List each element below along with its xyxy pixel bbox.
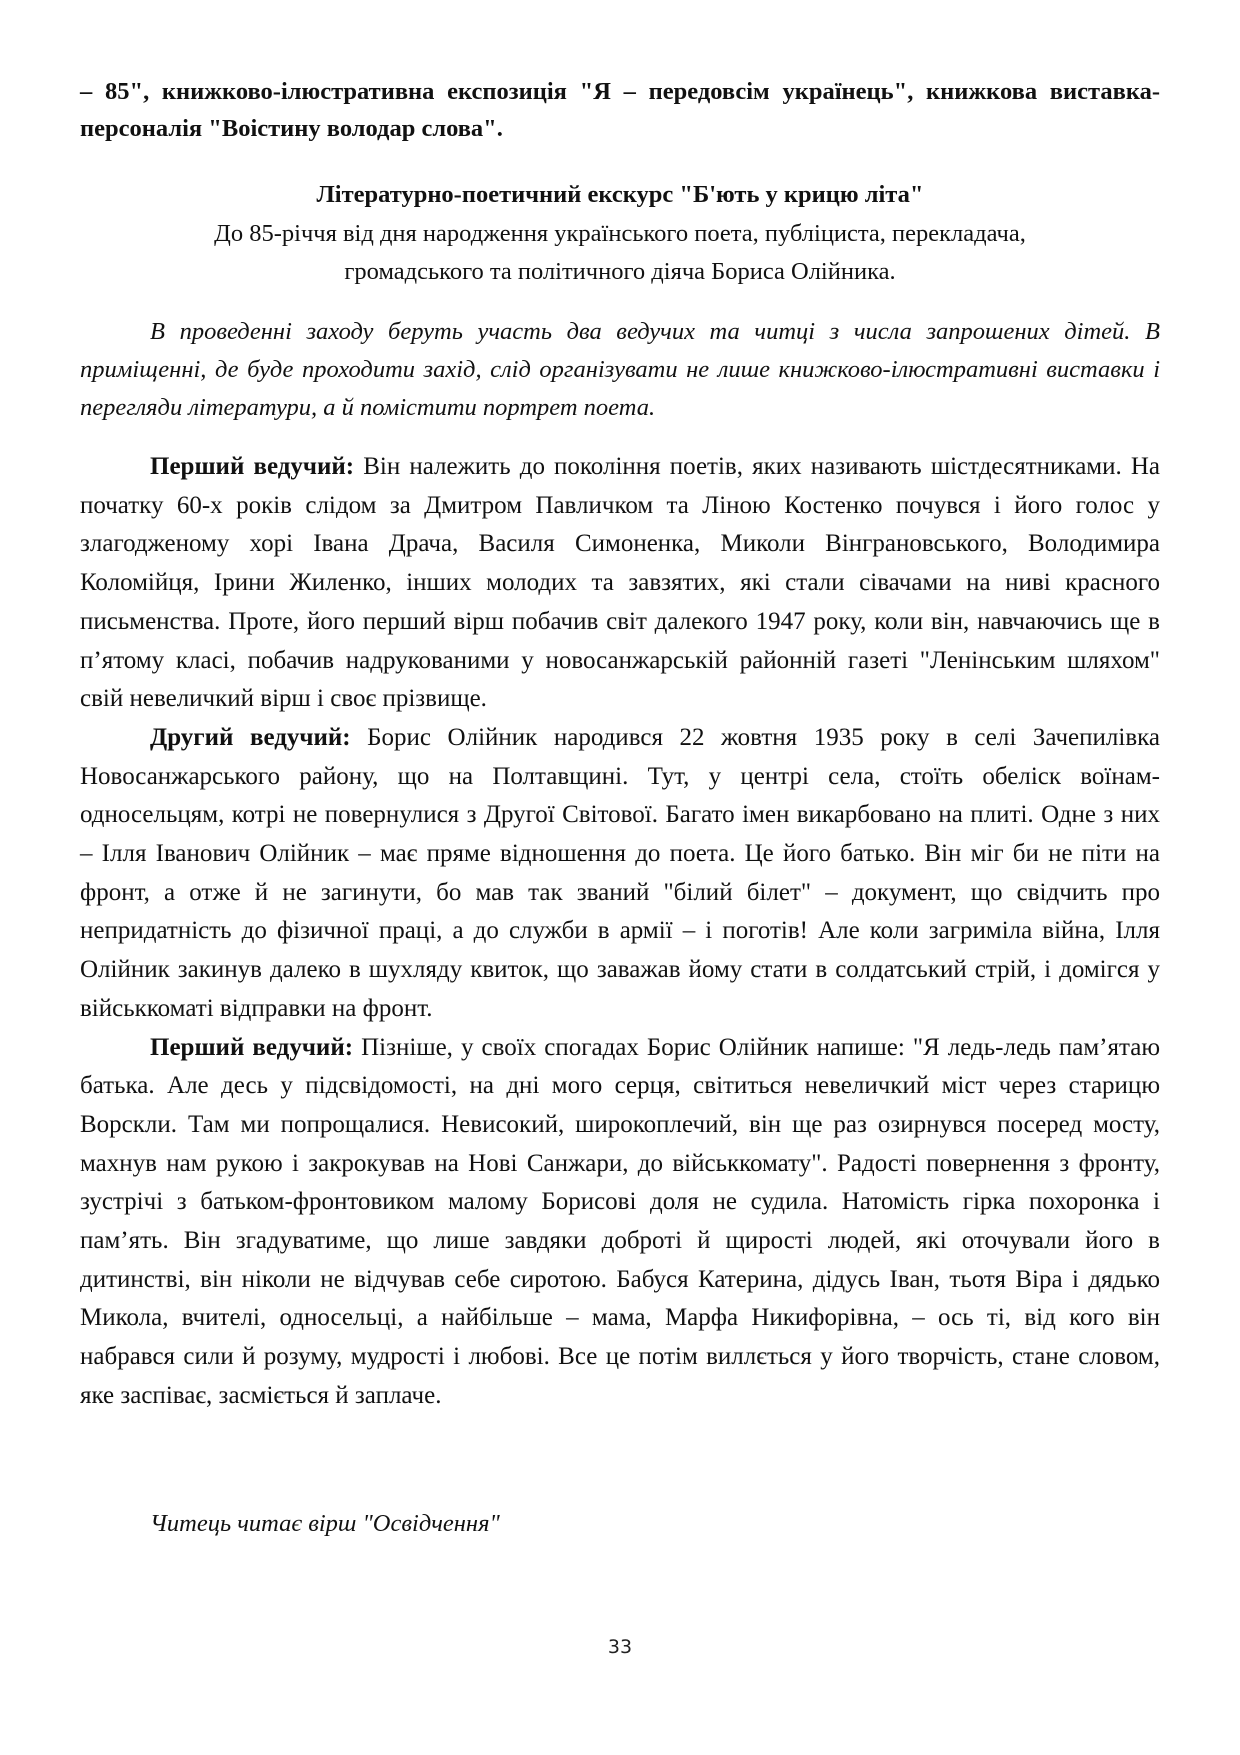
dialogue	[80, 448, 1160, 1416]
paragraph-text: Він належить до покоління поетів, яких називають шістдесятниками. На початку 60-х років слідом за Дмитром Павличком та Ліною Костенко почувся і його голос у злагодженому хорі Івана Драча, Василя Симоненка, Миколи Вінграновського, Володимира Коломійця, Ірини Жиленко, інших молодих та завзятих, які стали сівачами на ниві красного письменства. Проте, його перший вірш побачив світ далекого 1947 року, коли він, навчаючись ще в п’ятому класі, побачив надрукованими у новосанжарській районній газеті "Ленінським шляхом" свій невеличкий вірш і своє прізвище.	[80, 453, 1161, 713]
intro-text: – 85", книжково-ілюстративна експозиція "Я – передовсім українець", книжкова виставка-персоналія "Воістину володар слова".	[80, 78, 1160, 142]
dialogue-paragraph	[80, 448, 1160, 719]
page-number: 33	[607, 1636, 633, 1658]
speaker-label: Перший ведучий:	[150, 1033, 354, 1061]
event-subtitle	[110, 215, 1130, 291]
speaker-label: Перший ведучий:	[150, 453, 355, 480]
dialogue-paragraph	[80, 719, 1160, 1029]
event-subtitle-line-1: До 85-річчя від дня народження українського поета, публіциста, перекладача,	[214, 220, 1026, 247]
event-title: Літературно-поетичний екскурс "Б'ють у крицю літа"	[316, 181, 924, 208]
speaker-label: Другий ведучий:	[150, 723, 351, 751]
reader-note: Читець читає вірш "Освідчення"	[150, 1510, 500, 1537]
paragraph-text: Пізніше, у своїх спогадах Борис Олійник напише: "Я ледь-ледь пам’ятаю батька. Але десь у підсвідомості, на дні мого серця, світиться невеличкий міст через старицю Ворскли. Там ми попрощалися. Невисокий, широкоплечий, він ще раз озирнувся посеред мосту, махнув нам рукою і закрокував на Нові Санжари, до військкомату". Радості повернення з фронту, зустрічі з батьком-фронтовиком малому Борисові доля не судила. Натомість гірка похоронка і пам’ять. Він згадуватиме, що лише завдяки доброті й щирості людей, які оточували його в дитинстві, він ніколи не відчував себе сиротою. Бабуся Катерина, дідусь Іван, тьотя Віра і дядько Микола, вчителі, односельці, а найбільше – мама, Марфа Никифорівна, – ось ті, від кого він набрався сили й розуму, мудрості і любові. Все це потім виллється у його творчість, стане словом, яке заспіває, засміється й заплаче.	[80, 1033, 1161, 1409]
event-subtitle-line-2: громадського та політичного діяча Бориса Олійника.	[344, 258, 896, 285]
paragraph-text: Борис Олійник народився 22 жовтня 1935 року в селі Зачепилівка Новосанжарського району, що на Полтавщині. Тут, у центрі села, стоїть обеліск воїнам-односельцям, котрі не повернулися з Другої Світової. Багато імен викарбовано на плиті. Одне з них – Ілля Іванович Олійник – має пряме відношення до поета. Це його батько. Він міг би не піти на фронт, а отже й не загинути, бо мав так званий "білий білет" – документ, що свідчить про непридатність до фізичної праці, а до служби в армії – і поготів! Але коли загриміла війна, Ілля Олійник закинув далеко в шухляду квиток, що заважав йому стати в солдатський стрій, і домігся у військкоматі відправки на фронт.	[80, 723, 1160, 1022]
dialogue-paragraph	[80, 1029, 1160, 1416]
organizer-note: В проведенні заходу беруть участь два ведучих та читці з числа запрошених дітей. В приміщенні, де буде проходити захід, слід організувати не лише книжково-ілюстративні виставки і перегляди літератури, а й помістити портрет поета.	[80, 318, 1160, 421]
